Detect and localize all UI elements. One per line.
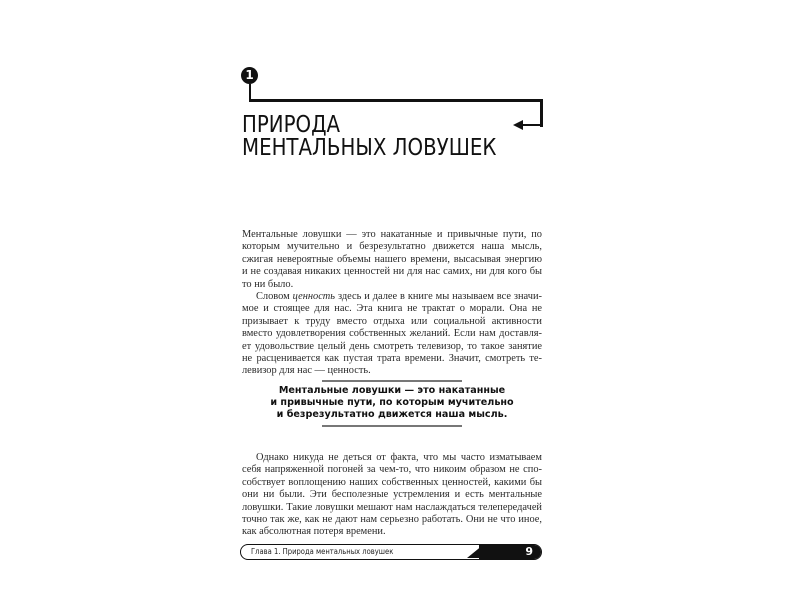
text-line: как абсолютная потеря времени.	[242, 526, 386, 538]
text-line: себя напряженной погоней за чем-то, что никоим образом не спо-	[242, 464, 542, 476]
running-head: Глава 1. Природа ментальных ловушек	[251, 547, 394, 556]
chapter-bracket-line	[249, 99, 543, 102]
text-fragment: здесь и далее в книге мы называем все значи-	[337, 291, 542, 302]
text-line: ет удовольствие целый день смотреть телевизор, то такое занятие	[242, 340, 542, 352]
quote-line: Ментальные ловушки — это накатанные	[278, 385, 506, 396]
quote-rule-bottom	[322, 425, 462, 427]
text-line: призывает к труду вместо отдыха или социальной активности	[242, 315, 542, 327]
italic-term: ценность	[292, 291, 336, 302]
arrow-head-icon	[513, 120, 523, 130]
text-line: собствует воплощению наших собственных ценностей, какими бы	[242, 476, 542, 488]
arrow-left-icon	[520, 124, 542, 126]
text-line: сжигая невероятные объемы нашего времени, высасывая энергию	[242, 253, 542, 265]
chapter-bracket-down	[540, 99, 543, 127]
text-fragment: Словом	[256, 291, 290, 302]
paragraph-3	[242, 452, 542, 539]
text-line	[242, 291, 542, 303]
text-line: точно так же, как не дают нам серьезно работать. Они не что иное,	[242, 513, 542, 525]
text-line: Ментальные ловушки — это накатанные и привычные пути, по	[242, 229, 542, 240]
chapter-title-line: ПРИРОДА	[242, 112, 341, 138]
quote-line: и привычные пути, по которым мучительно	[270, 397, 514, 408]
chapter-number-badge: 1	[241, 67, 258, 84]
paragraph-1	[242, 229, 542, 291]
text-line: не расценивается как пустая трата времени. Значит, смотреть те-	[242, 352, 542, 364]
footer-tab	[479, 545, 541, 560]
text-line: Однако никуда не деться от факта, что мы часто изматываем	[256, 452, 542, 463]
chapter-title-line: МЕНТАЛЬНЫХ ЛОВУШЕК	[242, 135, 497, 161]
text-line: вместо удовлетворения собственных желаний. Если нам доставля-	[242, 328, 542, 340]
quote-line: и безрезультатно движется наша мысль.	[276, 409, 508, 420]
chapter-title	[242, 114, 496, 160]
pull-quote	[192, 385, 592, 421]
quote-rule-top	[322, 380, 462, 382]
chapter-bracket-stem	[249, 84, 251, 100]
paragraph-2	[242, 291, 542, 378]
text-line: и не создавая никаких ценностей ни для нас самих, ни для кого бы	[242, 266, 542, 278]
text-line: то ни было.	[242, 278, 294, 290]
text-line: ловушки. Такие ловушки мешают нам наслаждаться телепередачей	[242, 501, 542, 513]
text-line: которым мучительно и безрезультатно движется наша мысль,	[242, 241, 542, 253]
text-line: мое и стоящее для нас. Эта книга не трактат о морали. Она не	[242, 303, 542, 315]
text-line: они ни были. Эти бесполезные устремления и есть ментальные	[242, 489, 542, 501]
page-footer	[240, 544, 542, 560]
page-number: 9	[525, 545, 533, 558]
text-line: левизор для нас — ценность.	[242, 365, 371, 377]
